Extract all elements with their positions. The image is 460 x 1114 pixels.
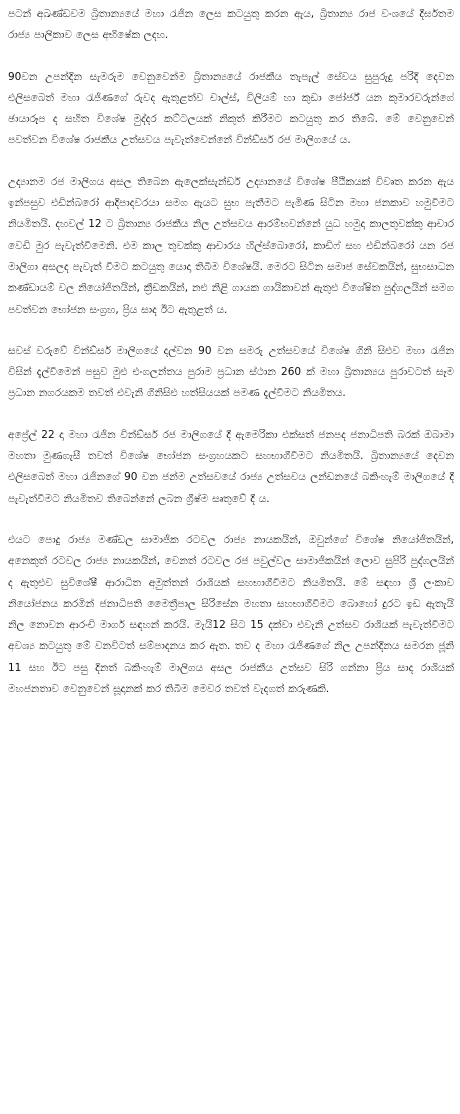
paragraph-3: උද්‍යානම රජ මාලිගය අසල තිබෙන ඇලෙක්සැන්ඩර් උද්‍යානයේ විශේෂ පීඨිකයක් විවෘත කරන ඇය ඉන්පසුව එඩින්බරෝ ආදිපාදවරයා සමග ඇයට සුභ පැතීමට පැමිණ සිටින මහා ජනකාව හමුවීමට නියමිතයි. දහවල් 12 ට බ්‍රිතාන්‍ය රාජකීය නිල උත්සවය ආරම්භවන්නේ යුධ හමුදා කාලතුවක්කු ආචාර වෙඩි මුර පැවැත්වීමෙනි. එම කාල තුවක්කු ආචාරය හිල්ස්බොරෝ, කාඩිෆ් සහ එඩින්බරෝ යන රජ මාලිගා අසලද පැවැත් වීමට කටයුතු යොදා තිබීම විශේෂයි. මෙරට සිටින සමාජ සේවකයින්, සුභසාධන කණ්ඩායම් වල නියෝජිතයින්, ක්‍රීඩකයින්, නළු නිළි ගායක ගායිකාවන් ඇතුළු විශේෂිත පුද්ගලයින් සමග පවත්වන භෝජන සංග්‍රහ, ප්‍රිය සාද ඊට ඇතුළත් ය. bbox=[8, 175, 454, 316]
paragraph-1: පටන් අඛණ්ඩවම බ්‍රිතාන්‍යයේ මහා රැජින ලෙස කටයුතු කරන ඇය, බ්‍රිතාන්‍ය රාජ වංශයේ දීර්ඝතම රාජ්‍ය පාලිකාව ලෙස අභිෂේක ලදහ. bbox=[8, 8, 454, 42]
paragraph-6: එයට පොදු රාජ්‍ය මණ්ඩල සාමාජික රටවල රාජ්‍ය නායකයින්, ඔවුන්ගේ විශේෂ නියෝජිතයින්, අනෙකුත් රටවල රාජ්‍ය නායකයින්, වෙනත් රටවල රජ පවුල්වල සාමාජිකයින් ලොව සුපිරි පුද්ගලයින් ද ඇතුළුව සුවිශේෂී ආරාධිත අමුත්තන් රාශියක් සහභාගීවීමට නියමිතයි. මේ සඳහා ශ්‍රී ලංකාව නියෝජනය කරමින් ජනාධිපති මෛත්‍රීපාල සිරිසේන මහතා සහභාගීවීමට බොහෝ දුරට ඉඩ ඇතැයි නිල නොවන ආරංචි මාර්ග සඳහන් කරයි. මැයි12 සිට 15 දක්වා එවැනි උත්සව රාශියක් පැවැත්වීමට අවශ්‍ය කටයුතු මේ වනවිටත් සම්පාදනය කර ඇත. තව ද මහා රැජිණගේ නිල උපන්දිනය සමරන ජූනි 11 සහ ඊට පසු දිනත් බකිංහැම් මාලිගය අසල රාජකීය උත්සව සිරි ගන්නා ප්‍රිය සාද රාශියක් මහජනතාව වෙනුවෙන් සූදානක් කර තිබීම මෙවර තවත් වැදගත් කරුණකි. bbox=[8, 533, 454, 696]
paragraph-2: 90වන උපන්දින සැමරුම වෙනුවෙන්ම බ්‍රිතාන්‍යයේ රාජකීය තැපැල් සේවය සුපුරුදු පරිදි දෙවන එලිසබෙත් මහා රැජිණගේ රුවද ඇතුළත්ව චාල්ස්, විලියම් හා කුඩා ජෝර්ජ් යන කුමාරවරුන්ගේ ඡායාරූප ද සහිත විශේෂ මුද්දර කට්ටලයක් නිකුත් කිරීමට කටයුතු කර තිබේ. මේ වෙනුවෙන් පවත්වන විශේෂ රාජකීය උත්සවය පැවැත්වෙන්නේ වින්ඩ්සර් රජ මාලිගයේ ය. bbox=[8, 70, 454, 147]
paragraph-5: අප්‍රේල් 22 දා මහා රැජින වින්ඩ්සර් රජ මාලිගයේ දී ඇමෙරිකා එක්සත් ජනපද ජනාධිපති බරක් ඔබාමා මහතා මුණගැසී තවත් විශේෂ භෝජන සංග්‍රහයකට සහභාගීවීමට නියමිතයි. බ්‍රිතාන්‍යයේ දෙවන එලිසබෙත් මහා රැජිනගේ 90 වන ජන්ම උත්සවයේ රාජ්‍ය උත්සවය ලන්ඩනයේ බකිංහැම් මාලිගයේ දී පැවැත්වීමට නියමිතව තිබෙන්නේ ලබන ග්‍රීෂ්ම සෘතුවේ දී ය. bbox=[8, 428, 454, 505]
paragraph-4: සවස් වරුවේ වින්ඩ්සර් මාලිගයේ දල්වන 90 වන සමරු උත්සවයේ විශේෂ ගිනි සිළුව මහා රැජින විසින් දැල්වීමෙන් පසුව මුළු එංගලන්තය පුරාම ප්‍රධාන ස්ථාන 260 ක් මහා බ්‍රිතාන්‍යය පුරාවටත් සෑම ප්‍රධාන නගරයකම තවත් එවැනි ගිනිසිළු හත්සියයක් පමණ දැල්වීමට නියමිතය. bbox=[8, 344, 454, 400]
article-body bbox=[8, 4, 454, 1110]
